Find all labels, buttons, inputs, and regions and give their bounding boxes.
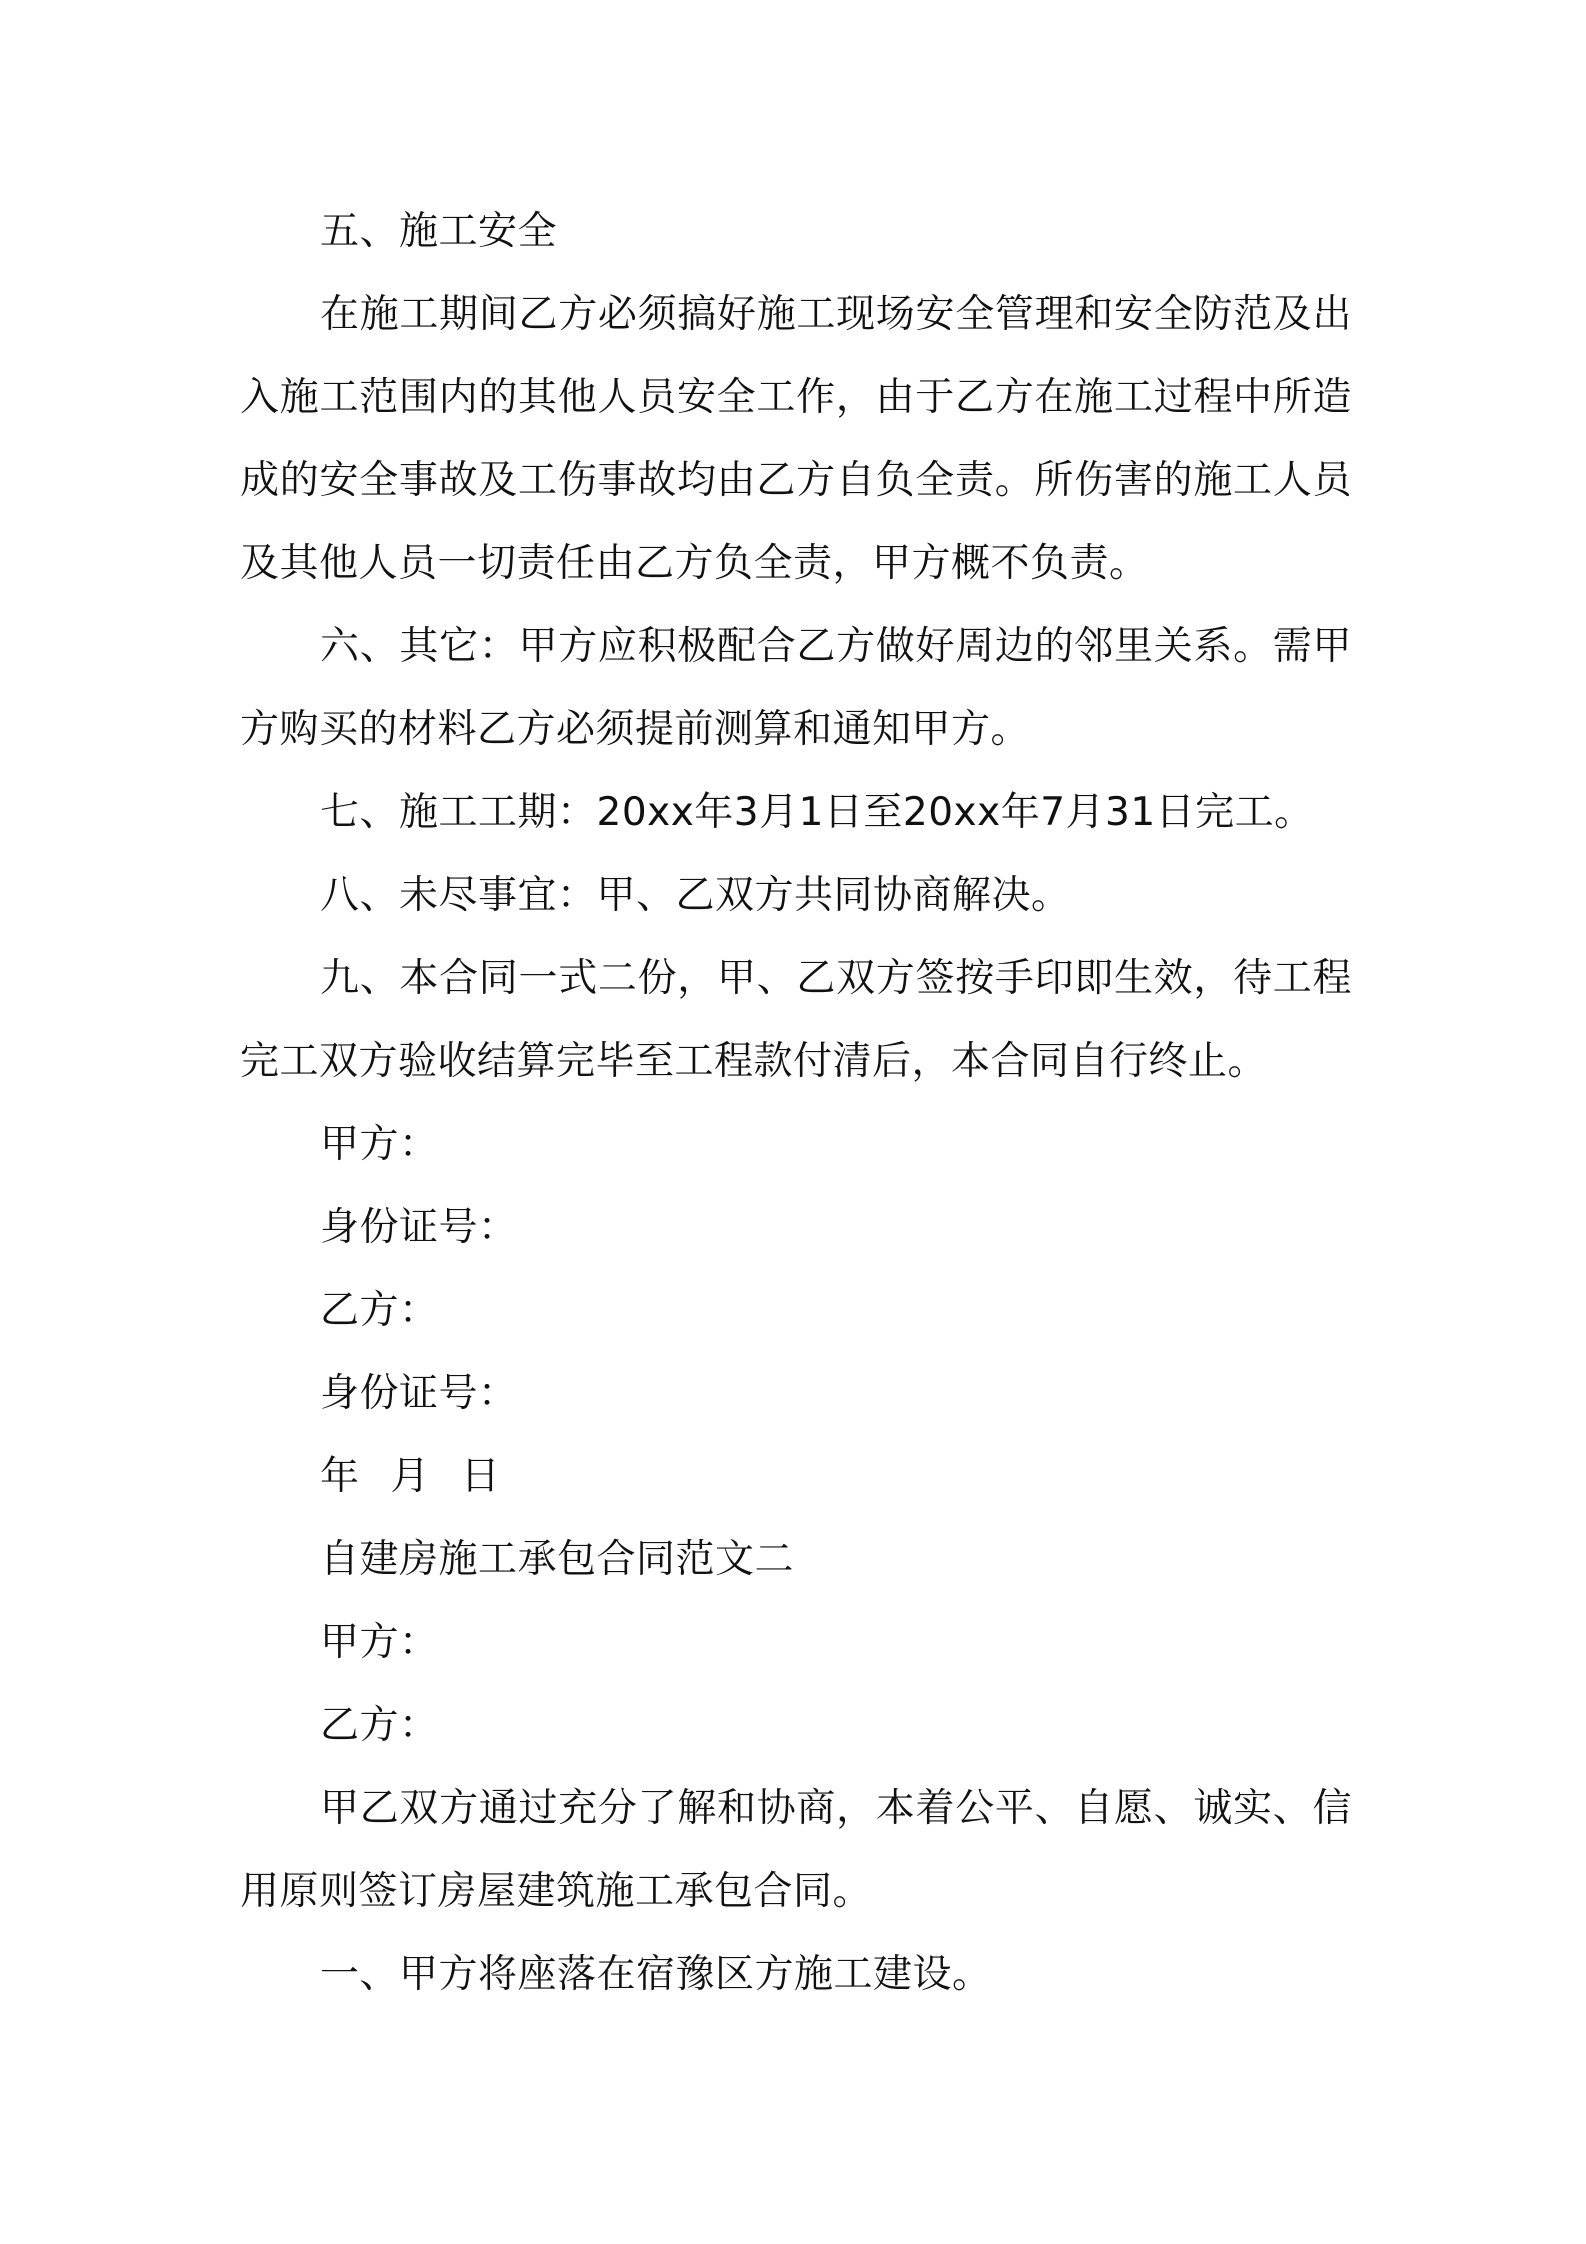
sample-2-party-b-line: 乙方：: [320, 1703, 439, 1748]
section-6-paragraph: 六、其它：甲方应积极配合乙方做好周边的邻里关系。需甲方购买的材料乙方必须提前测算和通知甲方。: [240, 624, 1352, 752]
party-a-signature-line: 甲方：: [320, 1122, 439, 1167]
party-b-signature-line: 乙方：: [320, 1288, 439, 1333]
section-9-paragraph: 九、本合同一式二份，甲、乙双方签按手印即生效，待工程完工双方验收结算完毕至工程款付清后，本合同自行终止。: [240, 956, 1352, 1084]
party-b-id-line: 身份证号：: [320, 1371, 518, 1416]
party-a-id-line: 身份证号：: [320, 1205, 518, 1250]
sample-2-title: 自建房施工承包合同范文二: [320, 1537, 795, 1582]
section-5-body: 在施工期间乙方必须搞好施工现场安全管理和安全防范及出入施工范围内的其他人员安全工作，由于乙方在施工过程中所造成的安全事故及工伤事故均由乙方自负全责。所伤害的施工人员及其他人员一切责任由乙方负全责，甲方概不负责。: [240, 292, 1352, 586]
sample-2-section-1: 一、甲方将座落在宿豫区方施工建设。: [320, 1952, 992, 1997]
section-5-heading: 五、施工安全: [320, 209, 558, 254]
document-body: [240, 190, 1352, 2016]
date-line: 年 月 日: [320, 1454, 501, 1499]
sample-2-party-a-line: 甲方：: [320, 1620, 439, 1665]
sample-2-intro-paragraph: 甲乙双方通过充分了解和协商，本着公平、自愿、诚实、信用原则签订房屋建筑施工承包合同。: [240, 1786, 1352, 1914]
section-7-paragraph: 七、施工工期：20xx年3月1日至20xx年7月31日完工。: [320, 790, 1314, 835]
section-8-paragraph: 八、未尽事宜：甲、乙双方共同协商解决。: [320, 873, 1071, 918]
